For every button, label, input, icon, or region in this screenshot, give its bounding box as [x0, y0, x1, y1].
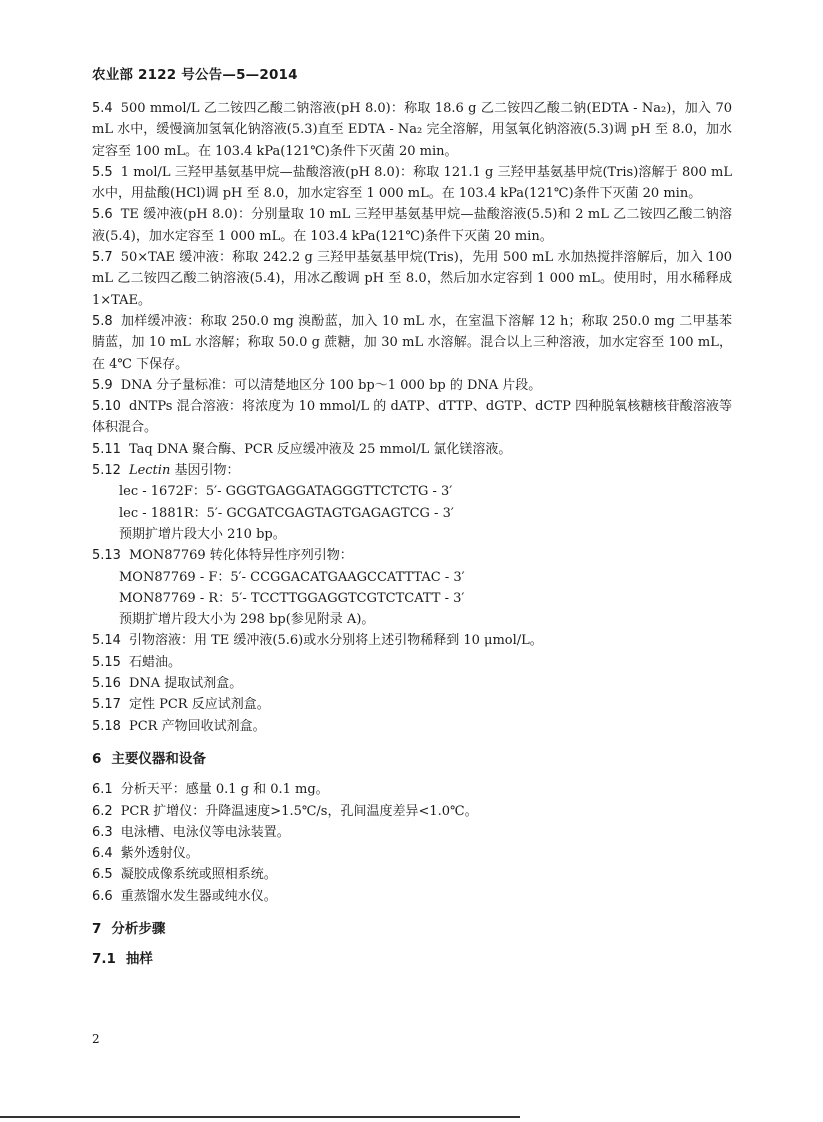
reagent-5-18: [92, 716, 732, 737]
clause-number: 6.5: [92, 867, 113, 883]
clause-text: 50×TAE 缓冲液：称取 242.2 g 三羟甲基氨基甲烷(Tris)，先用 500 mL 水加热搅拌溶解后，加入 100 mL 乙二铵四乙酸二钠溶液(5.4)，用冰乙酸调 pH 至 8.0，然后加水定容到 1 000 mL。使用时，用水稀释成 1×TAE。: [92, 250, 732, 308]
reagent-5-14: [92, 630, 732, 651]
document-body: [92, 98, 732, 971]
clause-number: 5.9: [92, 377, 113, 393]
clause-number: 6.3: [92, 824, 113, 840]
equipment-6-2: [92, 801, 732, 822]
reagent-5-17: [92, 694, 732, 715]
reagent-5-10: [92, 396, 732, 439]
clause-text: PCR 产物回收试剂盒。: [128, 718, 266, 734]
clause-number: 5.11: [92, 441, 121, 457]
reagent-5-16: [92, 673, 732, 694]
amplicon-size: 预期扩增片段大小 210 bp。: [119, 526, 286, 542]
document-header: 农业部 2122 号公告—5—2014: [92, 67, 298, 83]
clause-number: 5.15: [92, 654, 121, 670]
clause-number: 5.12: [92, 463, 121, 479]
section-heading-7: [92, 919, 732, 940]
clause-text: MON87769 转化体特异性序列引物：: [128, 548, 353, 564]
reagent-5-8: [92, 311, 732, 375]
equipment-6-3: [92, 822, 732, 843]
section-heading-6: [92, 749, 732, 770]
clause-number: 6.2: [92, 803, 113, 819]
section-title: 分析步骤: [111, 920, 166, 937]
reagent-5-4: [92, 98, 732, 162]
reagent-5-13: [92, 545, 732, 566]
section-title: 主要仪器和设备: [111, 750, 206, 767]
primer-line: lec - 1672F：5′- GGGTGAGGATAGGGTTCTCTG - 3′: [119, 484, 453, 500]
clause-number: 5.18: [92, 718, 121, 734]
equipment-6-1: [92, 779, 732, 800]
clause-text: 加样缓冲液：称取 250.0 mg 溴酚蓝，加入 10 mL 水，在室温下溶解 12 h；称取 250.0 mg 二甲基苯腈蓝，加 10 mL 水溶解；称取 50.0 g 蔗糖，加 30 mL 水溶解。混合以上三种溶液，加水定容至 100 mL，在 4℃ 下保存。: [92, 313, 732, 372]
primer-line: MON87769 - R：5′- TCCTTGGAGGTCGTCTCATT - 3′: [119, 590, 465, 606]
clause-text: TE 缓冲液(pH 8.0)：分别量取 10 mL 三羟甲基氨基甲烷—盐酸溶液(5.5)和 2 mL 乙二铵四乙酸二钠溶液(5.4)，加水定容至 1 000 mL。在 103.4 kPa(121℃)条件下灭菌 20 min。: [92, 207, 732, 244]
reagent-5-11: [92, 439, 732, 460]
clause-text: 重蒸馏水发生器或纯水仪。: [120, 888, 277, 904]
clause-text: Taq DNA 聚合酶、PCR 反应缓冲液及 25 mmol/L 氯化镁溶液。: [128, 441, 512, 457]
equipment-6-5: [92, 864, 732, 885]
clause-text: 1 mol/L 三羟甲基氨基甲烷—盐酸溶液(pH 8.0)：称取 121.1 g 三羟甲基氨基甲烷(Tris)溶解于 800 mL 水中，用盐酸(HCl)调 pH 至 8.0，加水定容至 1 000 mL。在 103.4 kPa(121℃)条件下灭菌 20 min。: [92, 164, 732, 202]
clause-number: 5.14: [92, 633, 121, 649]
gene-name: Lectin: [128, 463, 171, 479]
clause-text: 引物溶液：用 TE 缓冲液(5.6)或水分别将上述引物稀释到 10 μmol/L。: [128, 633, 543, 649]
clause-text: 定性 PCR 反应试剂盒。: [128, 697, 270, 713]
equipment-6-6: [92, 886, 732, 907]
section-number: 6: [92, 750, 102, 767]
clause-text: 分析天平：感量 0.1 g 和 0.1 mg。: [120, 782, 329, 798]
section-title: 抽样: [125, 951, 153, 968]
clause-number: 5.4: [92, 101, 113, 116]
clause-text: 500 mmol/L 乙二铵四乙酸二钠溶液(pH 8.0)：称取 18.6 g 乙二铵四乙酸二钠(EDTA - Na₂)，加入 70 mL 水中，缓慢滴加氢氧化钠溶液(5.3)直至 EDTA - Na₂ 完全溶解，用氢氧化钠溶液(5.3)调 pH 至 8.0，加水定容至 100 mL。在 103.4 kPa(121℃)条件下灭菌 20 min。: [92, 101, 732, 159]
clause-number: 5.5: [92, 164, 113, 180]
clause-text: DNA 分子量标准：可以清楚地区分 100 bp～1 000 bp 的 DNA 片段。: [120, 377, 542, 393]
page-number: 2: [92, 1032, 100, 1046]
primer-line: MON87769 - F：5′- CCGGACATGAAGCCATTTAC - 3′: [119, 569, 465, 585]
clause-number: 5.17: [92, 697, 121, 713]
clause-text: 电泳槽、电泳仪等电泳装置。: [120, 824, 290, 840]
clause-text: DNA 提取试剂盒。: [128, 676, 243, 692]
clause-text: 基因引物：: [170, 463, 240, 479]
subsection-heading-7-1: [92, 949, 732, 970]
clause-number: 6.6: [92, 888, 113, 904]
reagent-5-12: [92, 460, 732, 481]
clause-text: dNTPs 混合溶液：将浓度为 10 mmol/L 的 dATP、dTTP、dGTP、dCTP 四种脱氧核糖核苷酸溶液等体积混合。: [92, 399, 732, 436]
clause-number: 5.16: [92, 676, 121, 692]
reagent-5-6: [92, 204, 732, 247]
reagent-5-7: [92, 247, 732, 311]
equipment-6-4: [92, 843, 732, 864]
primer-line: lec - 1881R：5′- GCGATCGAGTAGTGAGAGTCG - 3′: [119, 505, 454, 521]
clause-number: 6.1: [92, 782, 113, 798]
clause-text: 凝胶成像系统或照相系统。: [120, 867, 277, 883]
section-number: 7: [92, 920, 102, 937]
clause-number: 5.8: [92, 313, 113, 329]
reagent-5-9: [92, 375, 732, 396]
clause-text: 石蜡油。: [128, 654, 181, 670]
section-number: 7.1: [92, 951, 116, 968]
clause-number: 5.10: [92, 399, 121, 415]
reagent-5-5: [92, 162, 732, 205]
clause-text: PCR 扩增仪：升降温速度>1.5℃/s，孔间温度差异<1.0℃。: [120, 803, 478, 819]
clause-number: 6.4: [92, 846, 113, 862]
clause-number: 5.13: [92, 548, 121, 564]
scan-edge-line: [0, 1116, 520, 1118]
reagent-5-15: [92, 652, 732, 673]
amplicon-size: 预期扩增片段大小为 298 bp(参见附录 A)。: [119, 612, 375, 628]
clause-number: 5.6: [92, 207, 113, 223]
clause-text: 紫外透射仪。: [120, 846, 199, 862]
clause-number: 5.7: [92, 250, 113, 266]
